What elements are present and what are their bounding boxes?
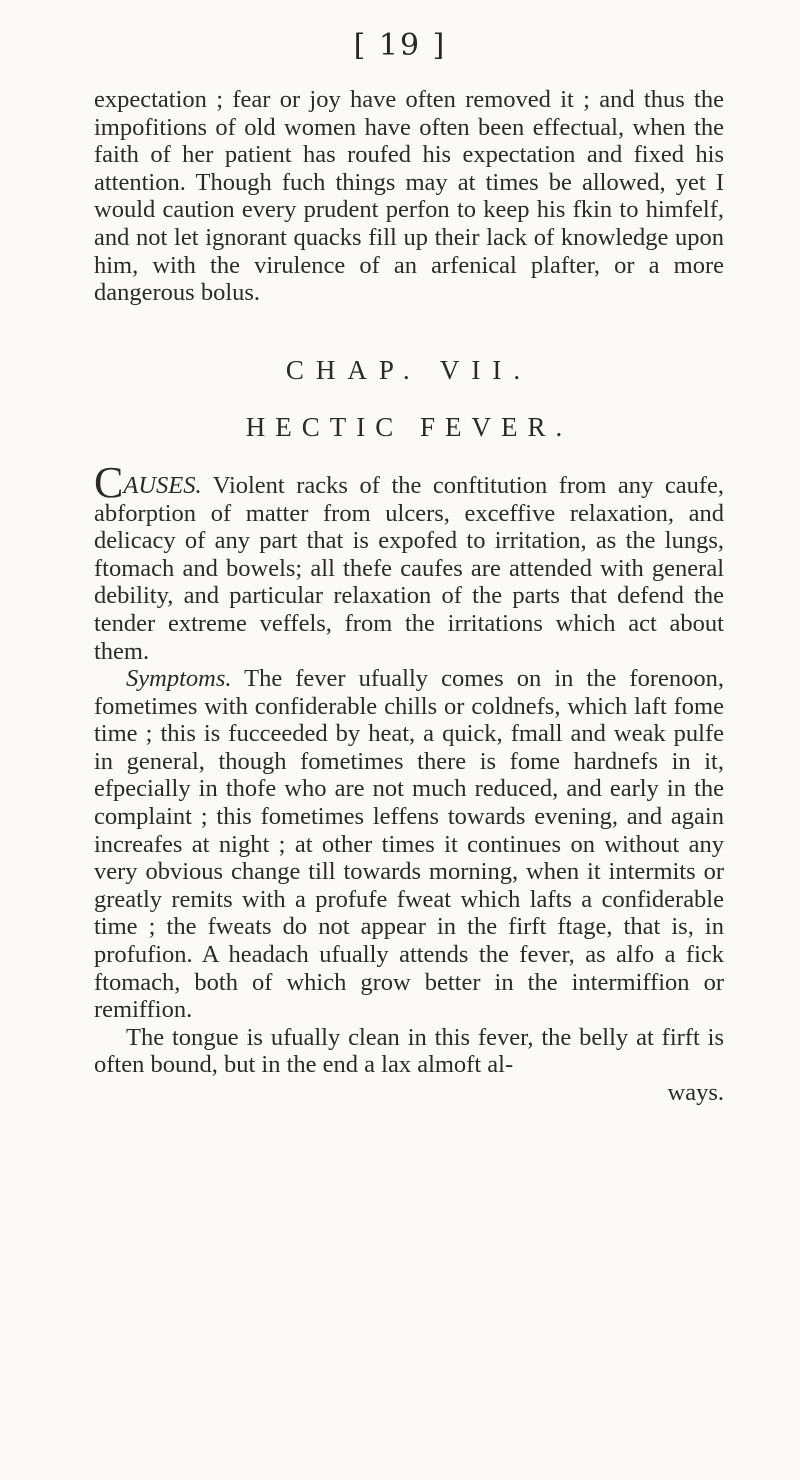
causes-paragraph bbox=[94, 457, 724, 665]
chapter-title: HECTIC FEVER. bbox=[245, 412, 573, 443]
chapter-heading: CHAP. VII. bbox=[285, 354, 533, 385]
drop-cap-letter: C bbox=[94, 457, 124, 507]
page-number: [ 19 ] bbox=[353, 28, 447, 63]
symptoms-label: Symptoms. bbox=[126, 665, 232, 693]
symptoms-paragraph bbox=[94, 665, 724, 1024]
text-block bbox=[94, 86, 724, 1107]
opening-paragraph: expectation ; fear or joy have often removed it ; and thus the impofitions of old women have often been effectual, when the faith of her patient has roufed his expectation and fixed his attention. Though fuch things may at times be allowed, yet I would caution every prudent perfon to keep his fkin to himfelf, and not let ignorant quacks fill up their lack of knowledge upon him, with the virulence of an arfenical plafter, or a more dangerous bolus. bbox=[94, 86, 724, 307]
catchword: ways. bbox=[667, 1079, 724, 1106]
causes-text: Violent racks of the conftitution from any caufe, abforption of matter from ulcers, exceffive relaxation, and delicacy of any part that is expofed to irritation, as the lungs, ftomach and bowels; all thefe caufes are attended with general debility, and particular relaxation of the parts that defend the tender extreme veffels, from the irritations which act about them. bbox=[94, 471, 724, 665]
tongue-paragraph: The tongue is ufually clean in this fever, the belly at firft is often bound, but in the end a lax almoft al- bbox=[94, 1023, 724, 1079]
causes-label: AUSES. bbox=[123, 471, 202, 499]
symptoms-text: The fever ufually comes on in the forenoon, fometimes with confiderable chills or coldnefs, which laft fome time ; this is fucceeded by heat, a quick, fmall and weak pulfe in general, though fometimes there is fome hardnefs in it, efpecially in thofe who are not much reduced, and early in the complaint ; this fometimes leffens towards evening, and again increafes at night ; at other times it continues on without any very obvious change till towards morning, when it intermits or greatly remits with a profufe fweat which lafts a confiderable time ; the fweats do not appear in the firft ftage, that is, in profufion. A headach ufually attends the fever, as alfo a fick ftomach, both of which grow better in the intermiffion or remiffion. bbox=[94, 665, 724, 1024]
